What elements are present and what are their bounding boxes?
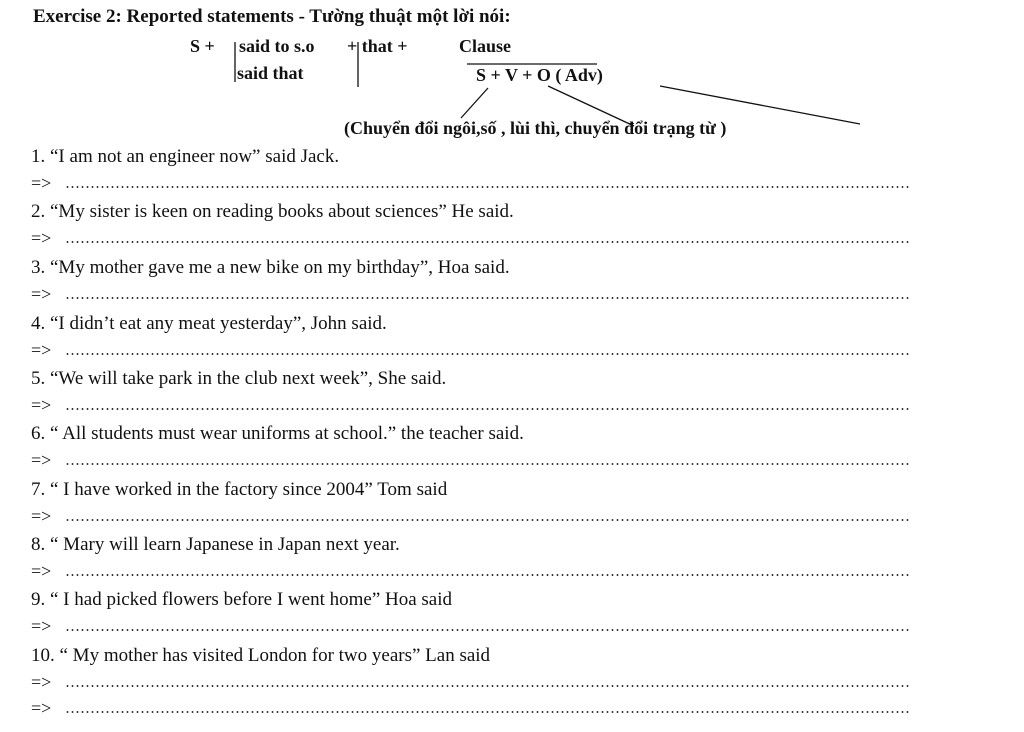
answer-row [31, 667, 911, 693]
answer-line[interactable] [65, 463, 911, 465]
exercise-item [31, 423, 911, 471]
answer-prefix: => [31, 616, 52, 636]
item-sentence: 2. “My sister is keen on reading books about sciences” He said. [31, 201, 514, 222]
answer-prefix: => [31, 395, 52, 415]
item-sentence: 8. “ Mary will learn Japanese in Japan next year. [31, 534, 400, 555]
exercise-item [31, 645, 911, 719]
answer-row [31, 693, 911, 719]
answer-line[interactable] [65, 629, 911, 631]
answer-line[interactable] [65, 685, 911, 687]
item-sentence: 5. “We will take park in the club next week”, She said. [31, 368, 447, 389]
formula-diagram [0, 0, 1024, 150]
answer-prefix: => [31, 561, 52, 581]
answer-prefix: => [31, 506, 52, 526]
formula-note: (Chuyển đổi ngôi,số , lùi thì, chuyển đổi trạng từ ) [344, 118, 727, 138]
exercise-item [31, 146, 911, 194]
formula-subject: S + [190, 36, 215, 56]
answer-prefix: => [31, 450, 52, 470]
item-sentence: 9. “ I had picked flowers before I went home” Hoa said [31, 589, 453, 610]
answer-row [31, 223, 911, 249]
formula-clause-label: Clause [459, 36, 512, 56]
exercise-item [31, 479, 911, 527]
item-sentence: 4. “I didn’t eat any meat yesterday”, John said. [31, 313, 387, 334]
exercise-item [31, 534, 911, 582]
exercise-title: Exercise 2: Reported statements - Tường thuật một lời nói: [33, 6, 511, 27]
item-sentence: 1. “I am not an engineer now” said Jack. [31, 146, 340, 167]
answer-prefix: => [31, 228, 52, 248]
answer-row [31, 556, 911, 582]
answer-line[interactable] [65, 574, 911, 576]
exercise-item [31, 257, 911, 305]
answer-row [31, 168, 911, 194]
exercise-item [31, 368, 911, 416]
answer-line[interactable] [65, 711, 911, 713]
answer-row [31, 611, 911, 637]
formula-clause-structure: S + V + O ( Adv) [476, 65, 603, 85]
answer-line[interactable] [65, 186, 911, 188]
exercise-item [31, 313, 911, 361]
answer-prefix: => [31, 672, 52, 692]
answer-row [31, 279, 911, 305]
formula-plus-that: + that + [347, 36, 408, 56]
answer-prefix: => [31, 698, 52, 718]
exercise-item [31, 589, 911, 637]
answer-row [31, 390, 911, 416]
answer-line[interactable] [65, 519, 911, 521]
answer-line[interactable] [65, 297, 911, 299]
answer-row [31, 501, 911, 527]
answer-prefix: => [31, 173, 52, 193]
item-sentence: 3. “My mother gave me a new bike on my birthday”, Hoa said. [31, 257, 510, 278]
answer-prefix: => [31, 340, 52, 360]
exercise-item [31, 201, 911, 249]
answer-line[interactable] [65, 241, 911, 243]
answer-row [31, 335, 911, 361]
formula-said-that: said that [237, 63, 304, 83]
item-sentence: 6. “ All students must wear uniforms at school.” the teacher said. [31, 423, 524, 444]
answer-line[interactable] [65, 353, 911, 355]
answer-line[interactable] [65, 408, 911, 410]
item-sentence: 10. “ My mother has visited London for two years” Lan said [31, 645, 491, 666]
formula-said-to-someone: said to s.o [239, 36, 315, 56]
answer-prefix: => [31, 284, 52, 304]
item-sentence: 7. “ I have worked in the factory since 2004” Tom said [31, 479, 448, 500]
answer-row [31, 445, 911, 471]
